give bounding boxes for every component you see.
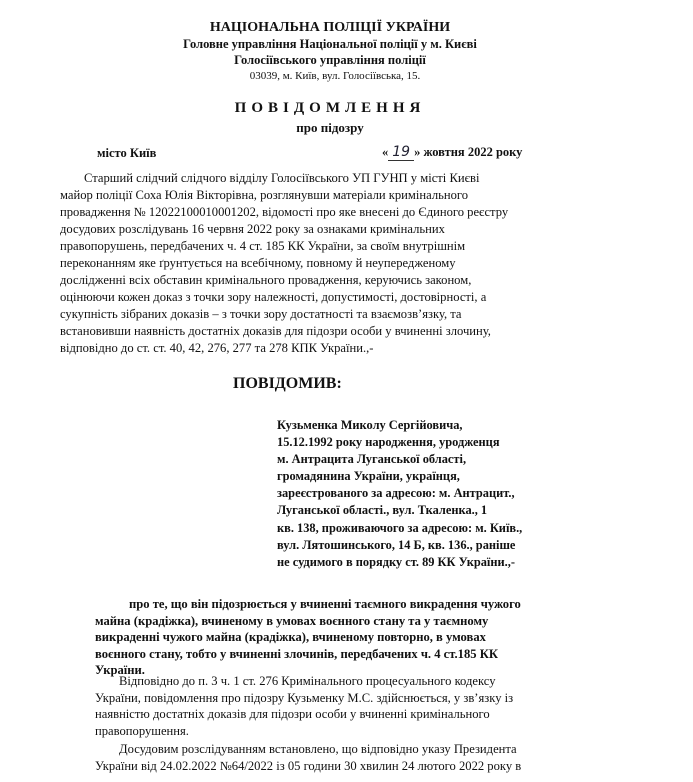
suspect-line: м. Антрацита Луганської області, (277, 452, 467, 467)
text-line: відповідно до ст. ст. 40, 42, 276, 277 та 278 КПК України.,- (60, 341, 374, 355)
suspect-line: вул. Лятошинського, 14 Б, кв. 136., раніше (277, 537, 516, 552)
investigation-paragraph (95, 741, 585, 774)
suspect-line: 15.12.1992 року народження, уродженця (277, 435, 500, 450)
text-line: досудових розслідувань 16 червня 2022 року за ознаками кримінальних (60, 222, 445, 236)
text-line: Досудовим розслідуванням встановлено, що відповідно указу Президента (119, 742, 517, 756)
text-line: про те, що він підозрюється у вчиненні таємного викрадення чужого (129, 597, 521, 611)
header-address: 03039, м. Київ, вул. Голосіївська, 15. (249, 70, 421, 82)
header-department: Головне управління Національної поліції у м. Києві (183, 37, 477, 51)
suspect-details (277, 417, 547, 571)
text-line: дослідженні всіх обставин кримінального провадження, керуючись законом, (60, 273, 472, 287)
document-subtitle: про підозру (296, 120, 364, 135)
text-line: Старший слідчий слідчого відділу Голосіївського УП ГУНП у місті Києві (84, 171, 480, 185)
text-line: викраденні чужого майна (крадіжка), вчиненому повторно, в умовах (95, 630, 486, 644)
text-line: переконанням яке ґрунтується на всебічному, повному й неупередженому (60, 256, 456, 270)
basis-paragraph (95, 673, 575, 739)
date-day-handwritten: 19 (388, 144, 414, 161)
text-line: майор поліції Соха Юлія Вікторівна, розглянувши матеріали кримінального (60, 188, 469, 202)
document-city: місто Київ (97, 146, 157, 160)
suspect-line: не судимого в порядку ст. 89 КК України.,- (277, 554, 515, 569)
text-line: встановивши наявність достатніх доказів для підозри особи у вчиненні злочину, (60, 324, 491, 338)
text-line: провадження № 12022100010001202, відомості про яке внесені до Єдиного реєстру (60, 205, 509, 219)
text-line: України, повідомлення про підозру Кузьменку М.С. здійснюється, у зв’язку із (95, 690, 514, 705)
text-line: України. (95, 663, 145, 677)
text-line: України від 24.02.2022 №64/2022 із 05 години 30 хвилин 24 лютого 2022 року в (95, 758, 522, 773)
suspect-line: кв. 138, проживаючого за адресою: м. Київ., (277, 520, 523, 535)
suspect-line: громадянина України, українця, (277, 469, 460, 484)
text-line: наявністю достатніх доказів для підозри особи у вчиненні кримінального (95, 707, 490, 721)
intro-paragraph (60, 170, 572, 357)
document-title: ПОВІДОМЛЕННЯ (234, 100, 426, 116)
text-line: правопорушення. (95, 723, 189, 738)
document-date (382, 144, 522, 160)
suspect-line: Луганської області., вул. Ткаленка., 1 (277, 503, 488, 518)
text-line: Відповідно до п. 3 ч. 1 ст. 276 Кримінального процесуального кодексу (119, 674, 496, 688)
text-line: правопорушень, передбачених ч. 4 ст. 185 КК України, за своїм внутрішнім (60, 239, 466, 253)
charge-paragraph (95, 596, 575, 679)
date-suffix: » жовтня 2022 року (414, 145, 523, 159)
text-line: оцінюючи кожен доказ з точки зору належності, допустимості, достовірності, а (60, 290, 487, 304)
suspect-line: зареєстрованого за адресою: м. Антрацит., (277, 486, 515, 501)
announcement-heading: ПОВІДОМИВ: (233, 375, 342, 392)
suspect-line: Кузьменка Миколу Сергійовича, (277, 418, 463, 432)
header-unit: Голосіївського управління поліції (234, 53, 426, 67)
text-line: воєнного стану, тобто у вчиненні злочинів, передбачених ч. 4 ст.185 КК (95, 646, 498, 661)
text-line: майна (крадіжка), вчиненому в умовах воєнного стану та у таємному (95, 613, 489, 628)
header-agency: НАЦІОНАЛЬНА ПОЛІЦІЇ УКРАЇНИ (209, 20, 451, 35)
text-line: сукупність зібраних доказів – з точки зору достатності та взаємозв’язку, та (60, 307, 462, 321)
date-prefix: « (382, 145, 389, 159)
